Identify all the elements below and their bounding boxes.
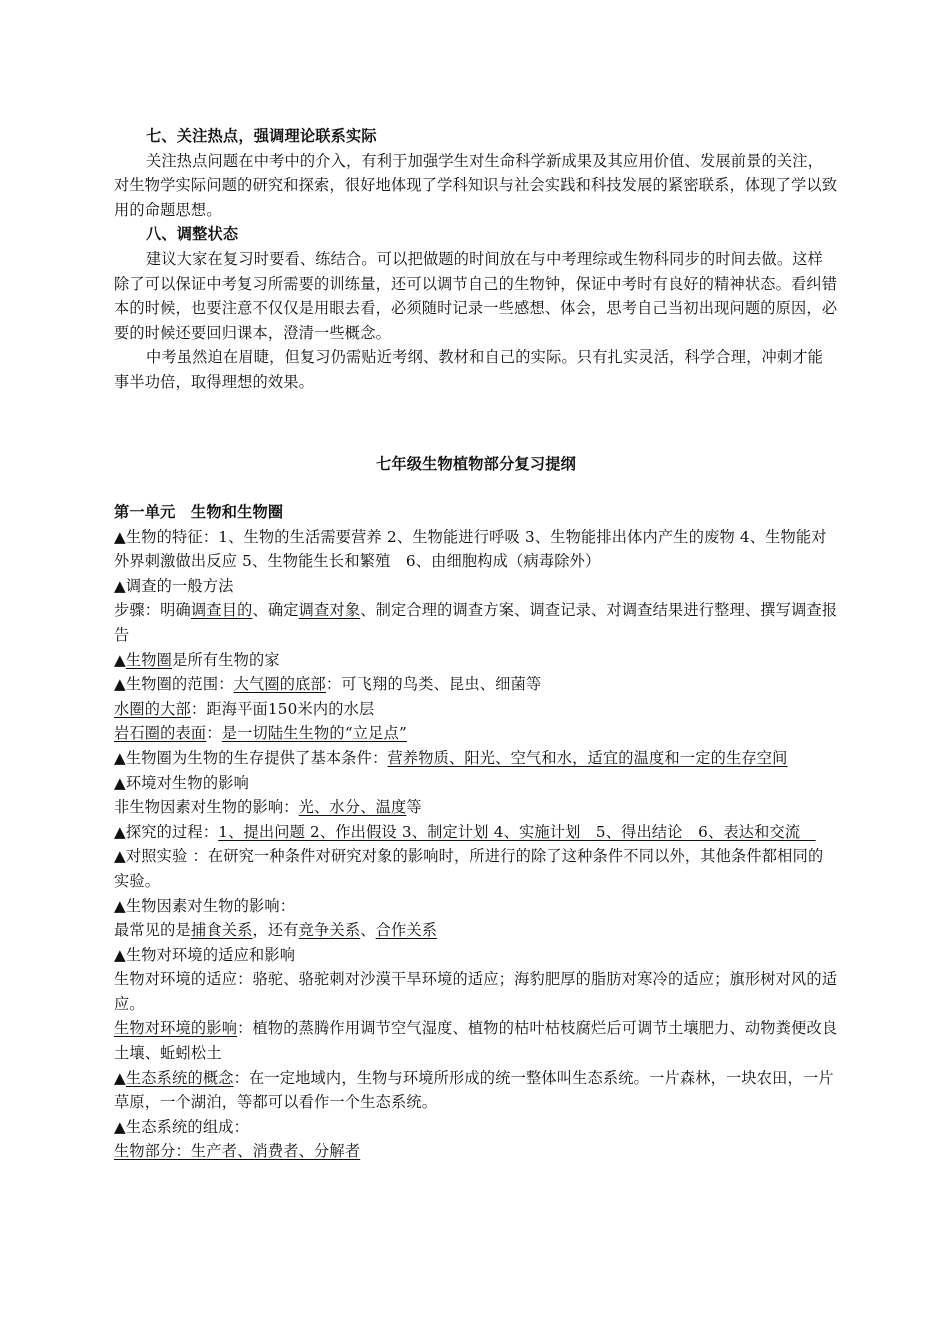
section-8-heading: 八、调整状态 xyxy=(146,225,239,244)
outline-line: ▲生物的特征：1、生物的生活需要营养 2、生物能进行呼吸 3、生物能排出体内产生的废物 4、生物能对外界刺激做出反应 5、生物能生长和繁殖 6、由细胞构成（病毒除外） xyxy=(114,527,827,571)
unit-heading: 第一单元 生物和生物圈 xyxy=(114,503,284,521)
section-7-paragraph: 关注热点问题在中考中的介入，有利于加强学生对生命科学新成果及其应用价值、发展前景的关注，对生物学实际问题的研究和探索，很好地体现了学科知识与社会实践和科技发展的紧密联系，体现了学以致用的命题思想。 xyxy=(114,151,838,219)
line-text: 、确定 xyxy=(252,601,299,620)
underlined-term: 1、提出问题 2、作出假设 3、制定计划 4、实施计划 5、得出结论 6、表达和交流 xyxy=(218,822,816,841)
outline-title: 七年级生物植物部分复习提纲 xyxy=(375,455,577,473)
outline-line xyxy=(114,1066,838,1115)
underlined-term: 是一切陆生生物的“立足点” xyxy=(221,724,407,743)
outline-line: 生物对环境的适应：骆驼、骆驼刺对沙漠干旱环境的适应；海豹肥厚的脂肪对寒冷的适应；旗形树对风的适应。 xyxy=(114,970,838,1013)
outline-line xyxy=(114,648,838,673)
line-text: ：可飞翔的鸟类、昆虫、细菌等 xyxy=(325,675,542,694)
line-text: ▲ xyxy=(114,1068,126,1087)
underlined-term: 调查目的 xyxy=(190,601,253,620)
underlined-term: 生物圈 xyxy=(125,650,173,669)
underlined-term: 生态系统的概念 xyxy=(125,1068,234,1087)
line-text: ，还有 xyxy=(252,921,299,940)
outline-line xyxy=(114,918,838,943)
outline-line: ▲生态系统的组成： xyxy=(114,1117,249,1136)
underlined-term: 竞争关系 xyxy=(298,921,361,940)
line-text: ： xyxy=(206,724,222,743)
outline-line xyxy=(114,746,838,771)
underlined-term: 水圈的大部 xyxy=(114,699,191,718)
review-advice-section xyxy=(114,124,838,395)
outline-line: ▲对照实验 ：在研究一种条件对研究对象的影响时，所进行的除了这种条件不同以外，其他条件都相同的实验。 xyxy=(114,847,824,890)
outline-line: ▲环境对生物的影响 xyxy=(114,773,249,792)
underlined-term: 岩石圈的表面 xyxy=(114,724,207,743)
underlined-term: 捕食关系 xyxy=(190,921,253,940)
outline-line xyxy=(114,795,838,820)
outline-line xyxy=(114,697,838,722)
outline-line: 生物部分：生产者、消费者、分解者 xyxy=(114,1142,361,1161)
outline-line xyxy=(114,721,838,746)
underlined-term: 大气圈的底部 xyxy=(233,675,326,694)
outline-line: ▲生物因素对生物的影响： xyxy=(114,896,296,915)
line-text: ：距海平面150米内的水层 xyxy=(190,699,375,718)
line-text: 最常见的是 xyxy=(114,921,191,940)
outline-line xyxy=(114,598,838,647)
line-text: 是所有生物的家 xyxy=(172,650,280,669)
line-text: ▲ xyxy=(114,650,126,669)
closing-paragraph: 中考虽然迫在眉睫，但复习仍需贴近考纲、教材和自己的实际。只有扎实灵活，科学合理，冲刺才能事半功倍，取得理想的效果。 xyxy=(114,348,824,391)
underlined-term: 调查对象 xyxy=(298,601,361,620)
line-text: 步骤：明确 xyxy=(114,601,191,620)
line-text: ：植物的蒸腾作用调节空气湿度、植物的枯叶枯枝腐烂后可调节土壤肥力、动物粪便改良土壤、蚯蚓松土 xyxy=(114,1019,838,1063)
line-text: ▲生物圈为生物的生存提供了基本条件： xyxy=(114,748,388,767)
outline-line: ▲生物对环境的适应和影响 xyxy=(114,945,296,964)
outline-line xyxy=(114,1016,838,1065)
section-7-heading: 七、关注热点，强调理论联系实际 xyxy=(146,127,377,145)
line-text: ▲生物圈的范围： xyxy=(114,675,234,694)
outline-line: ▲调查的一般方法 xyxy=(114,576,234,595)
underlined-term: 合作关系 xyxy=(375,921,438,940)
underlined-term: 生物对环境的影响 xyxy=(114,1019,238,1038)
line-text: ：在一定地域内，生物与环境所形成的统一整体叫生态系统。一片森林，一块农田，一片草原，一个湖泊，等都可以看作一个生态系统。 xyxy=(114,1068,834,1112)
section-8-paragraph: 建议大家在复习时要看、练结合。可以把做题的时间放在与中考理综或生物科同步的时间去做。这样除了可以保证中考复习所需要的训练量，还可以调节自己的生物钟，保证中考时有良好的精神状态。看纠错本的时候，也要注意不仅仅是用眼去看，必须随时记录一些感想、体会，思考自己当初出现问题的原因，必要的时候还要回归课本，澄清一些概念。 xyxy=(114,249,838,342)
line-text: 、 xyxy=(360,921,376,940)
outline-line xyxy=(114,672,838,697)
line-text: ▲探究的过程： xyxy=(114,822,219,841)
line-text: 等 xyxy=(406,798,422,817)
underlined-term: 营养物质、阳光、空气和水，适宜的温度和一定的生存空间 xyxy=(387,748,788,767)
line-text: 、制定合理的调查方案、调查记录、对调查结果进行整理、撰写调查报告 xyxy=(114,601,838,644)
outline-line xyxy=(114,820,838,845)
line-text: 非生物因素对生物的影响： xyxy=(114,798,299,817)
underlined-term: 光、水分、温度 xyxy=(298,798,407,817)
review-outline xyxy=(114,500,838,1164)
